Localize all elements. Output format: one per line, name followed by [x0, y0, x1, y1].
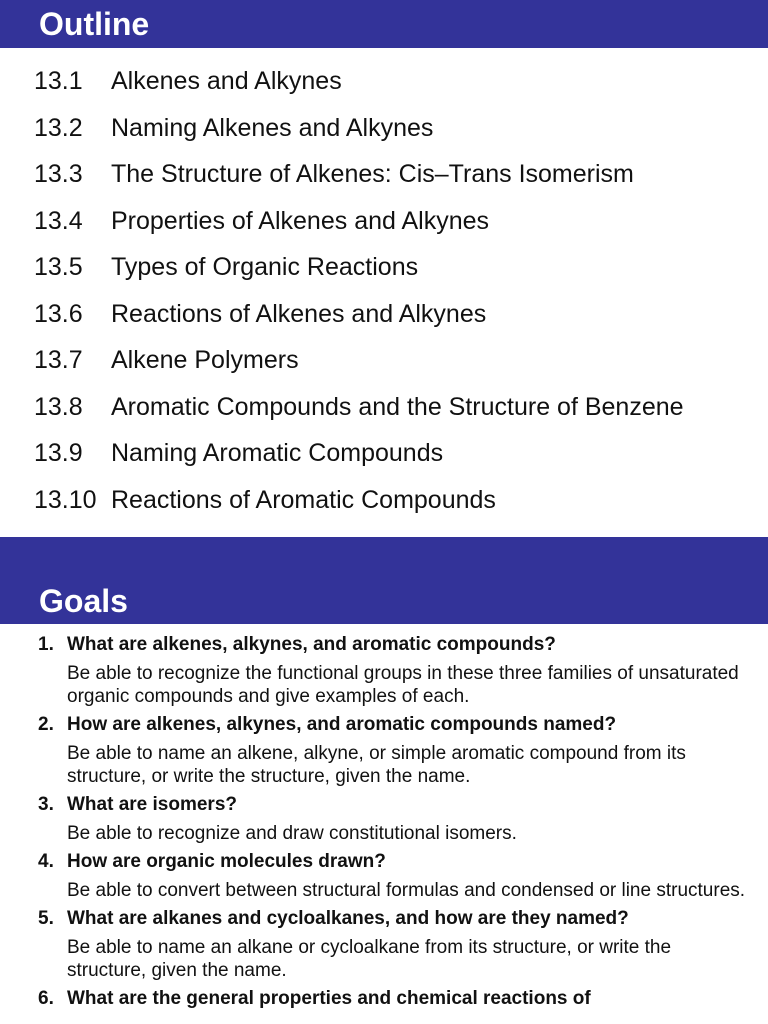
goal-question: How are organic molecules drawn?	[67, 851, 386, 872]
outline-item-number: 13.7	[34, 346, 83, 374]
goal-item	[0, 712, 768, 788]
goal-answer: Be able to name an alkane or cycloalkane from its structure, or write the structure, given the name.	[67, 937, 672, 981]
goal-question-row	[0, 849, 768, 875]
outline-item-text: Types of Organic Reactions	[111, 253, 419, 281]
outline-item-text: Reactions of Alkenes and Alkynes	[111, 299, 487, 328]
goal-answer: Be able to recognize the functional groups in these three families of unsaturated organic compounds and give examples of each.	[67, 663, 739, 707]
goal-question-row	[0, 712, 768, 738]
outline-item-number: 13.4	[34, 206, 83, 235]
goal-item	[0, 906, 768, 982]
goal-answer: Be able to recognize and draw constitutional isomers.	[67, 823, 517, 844]
goals-title: Goals	[39, 583, 128, 619]
goal-answer: Be able to convert between structural formulas and condensed or line structures.	[67, 880, 746, 901]
goal-item	[0, 792, 768, 845]
goal-item	[0, 986, 768, 1012]
goal-question: What are alkenes, alkynes, and aromatic compounds?	[67, 634, 556, 655]
outline-header-bar	[0, 0, 768, 48]
outline-item-text: Reactions of Aromatic Compounds	[111, 485, 496, 514]
outline-item-number: 13.1	[34, 67, 83, 95]
goal-question-row	[0, 792, 768, 818]
outline-item	[0, 384, 768, 431]
outline-item	[0, 58, 768, 105]
outline-item	[0, 430, 768, 477]
goal-number: 1.	[38, 634, 54, 655]
outline-item	[0, 151, 768, 198]
outline-item-text: The Structure of Alkenes: Cis–Trans Isomerism	[111, 160, 634, 188]
goal-question-row	[0, 986, 768, 1012]
outline-item	[0, 244, 768, 291]
goal-number: 4.	[38, 851, 54, 872]
outline-item-number: 13.6	[34, 299, 83, 328]
goals-list	[0, 632, 768, 1016]
outline-title: Outline	[39, 6, 150, 42]
goal-question: What are alkanes and cycloalkanes, and how are they named?	[67, 908, 629, 929]
outline-item-text: Properties of Alkenes and Alkynes	[111, 206, 490, 235]
outline-item-number: 13.5	[34, 253, 83, 281]
outline-item	[0, 198, 768, 245]
goal-answer: Be able to name an alkene, alkyne, or simple aromatic compound from its structure, or write the structure, given the name.	[67, 743, 686, 787]
outline-item-text: Aromatic Compounds and the Structure of Benzene	[111, 392, 684, 421]
goals-header-bar	[0, 537, 768, 624]
outline-item-text: Naming Aromatic Compounds	[111, 439, 444, 467]
goal-question-row	[0, 632, 768, 658]
goal-number: 6.	[38, 988, 54, 1009]
outline-item	[0, 337, 768, 384]
outline-item-number: 13.8	[34, 392, 83, 421]
goal-item	[0, 632, 768, 708]
outline-item	[0, 477, 768, 524]
outline-item-text: Naming Alkenes and Alkynes	[111, 113, 434, 142]
outline-list	[0, 58, 768, 523]
goal-question-row	[0, 906, 768, 932]
outline-item-number: 13.10	[34, 485, 97, 514]
goal-question: How are alkenes, alkynes, and aromatic compounds named?	[67, 714, 617, 735]
goal-number: 5.	[38, 908, 54, 929]
goal-number: 3.	[38, 794, 54, 815]
goal-question: What are the general properties and chemical reactions of	[67, 988, 591, 1009]
outline-item-text: Alkenes and Alkynes	[111, 67, 342, 95]
goal-item	[0, 849, 768, 902]
outline-item-number: 13.2	[34, 113, 83, 142]
goal-question: What are isomers?	[67, 794, 237, 815]
outline-item	[0, 105, 768, 152]
outline-item-text: Alkene Polymers	[111, 346, 299, 374]
goal-number: 2.	[38, 714, 54, 735]
outline-item	[0, 291, 768, 338]
outline-item-number: 13.3	[34, 160, 83, 188]
outline-item-number: 13.9	[34, 439, 83, 467]
